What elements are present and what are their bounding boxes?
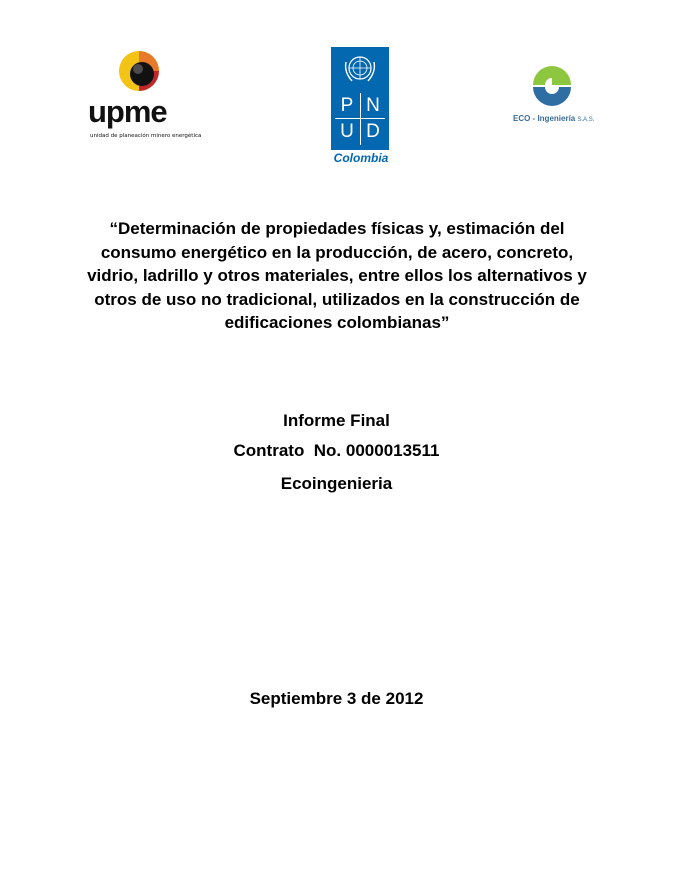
pnud-logo	[330, 47, 392, 165]
upme-tagline: unidad de planeación minero energética	[90, 133, 202, 139]
pnud-letter-n: N	[366, 95, 380, 116]
pnud-box	[331, 47, 389, 150]
eco-name-text: ECO - Ingeniería	[513, 114, 576, 123]
eco-suffix: S.A.S.	[577, 117, 595, 123]
report-type: Informe Final	[283, 411, 390, 430]
eco-name	[513, 114, 594, 123]
document-date: Septiembre 3 de 2012	[249, 689, 424, 708]
upme-wordmark: upme	[88, 94, 167, 129]
eco-emblem-icon	[531, 64, 573, 108]
logo-header	[0, 0, 673, 175]
upme-logo	[88, 47, 202, 143]
pnud-country: Colombia	[333, 151, 389, 165]
pnud-letter-p: P	[340, 95, 354, 116]
contract-number: Contrato No. 0000013511	[233, 441, 440, 460]
pnud-letter-d: D	[366, 121, 380, 142]
eco-ingenieria-logo	[513, 64, 593, 126]
un-emblem-icon	[342, 52, 378, 86]
pnud-letter-u: U	[340, 121, 354, 142]
company-name: Ecoingenieria	[280, 474, 393, 493]
document-title: “Determinación de propiedades físicas y, estimación del consumo energético en la producción, de acero, concreto, vidrio, ladrillo y otros materiales, entre ellos los alternativos y otros de uso no tradicional, utilizados en la construcción de edificaciones colombianas”	[87, 219, 587, 332]
upme-emblem-icon	[116, 47, 162, 95]
